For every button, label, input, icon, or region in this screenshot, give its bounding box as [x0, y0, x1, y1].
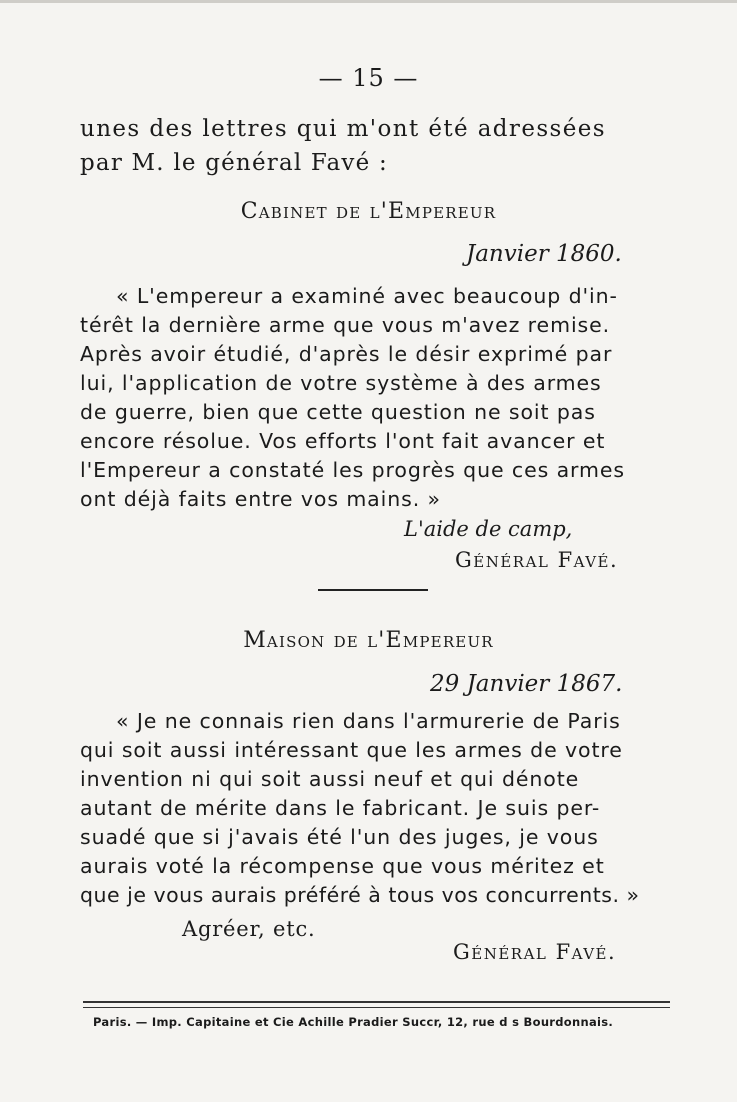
letter2-line-3: invention ni qui soit aussi neuf et qui dénote [80, 767, 580, 791]
letter2-line-4: autant de mérite dans le fabricant. Je suis per- [80, 796, 601, 820]
letter2-signature-name-text: Général Favé. [453, 940, 617, 964]
letter1-date: Janvier 1860. [466, 241, 622, 267]
page-top-edge [0, 0, 737, 3]
letter1-heading [0, 199, 737, 224]
letter1-line-5: de guerre, bien que cette question ne soit pas [80, 400, 596, 424]
letter2-line-6: aurais voté la récompense que vous méritez et [80, 854, 605, 878]
letter1-heading-text: Cabinet de l'Empereur [240, 199, 497, 224]
letter1-line-1: « L'empereur a examiné avec beaucoup d'in- [116, 284, 618, 308]
letter1-line-3: Après avoir étudié, d'après le désir exprimé par [80, 342, 613, 366]
intro-line-2: par M. le général Favé : [80, 150, 388, 176]
letter1-line-4: lui, l'application de votre système à des armes [80, 371, 602, 395]
letter2-closing: Agréer, etc. [182, 917, 316, 941]
intro-line-1: unes des lettres qui m'ont été adressées [80, 116, 606, 142]
letter1-line-6: encore résolue. Vos efforts l'ont fait avancer et [80, 429, 606, 453]
letter2-line-2: qui soit aussi intéressant que les armes de votre [80, 738, 623, 762]
letter2-heading-text: Maison de l'Empereur [243, 628, 494, 653]
letter1-line-7: l'Empereur a constaté les progrès que ces armes [80, 458, 625, 482]
printer-imprint: Paris. — Imp. Capitaine et Cie Achille Pradier Succr, 12, rue d s Bourdonnais. [93, 1015, 614, 1029]
letter1-signature-role: L'aide de camp, [404, 517, 573, 541]
letter2-line-1: « Je ne connais rien dans l'armurerie de Paris [116, 709, 621, 733]
letter1-signature-name [455, 548, 618, 572]
footer-rule-bottom [83, 1007, 670, 1008]
letter2-signature-name [453, 940, 616, 964]
letter2-date: 29 Janvier 1867. [430, 671, 623, 697]
letter2-line-5: suadé que si j'avais été l'un des juges, je vous [80, 825, 599, 849]
letter1-signature-name-text: Général Favé. [455, 548, 619, 572]
footer-rule-top [83, 1001, 670, 1003]
letter1-line-8: ont déjà faits entre vos mains. » [80, 487, 441, 511]
page-number: — 15 — [318, 64, 419, 92]
letter2-heading [0, 628, 737, 653]
letter1-line-2: térêt la dernière arme que vous m'avez remise. [80, 313, 611, 337]
letter2-line-7: que je vous aurais préféré à tous vos concurrents. » [80, 883, 640, 907]
section-divider [318, 589, 428, 591]
